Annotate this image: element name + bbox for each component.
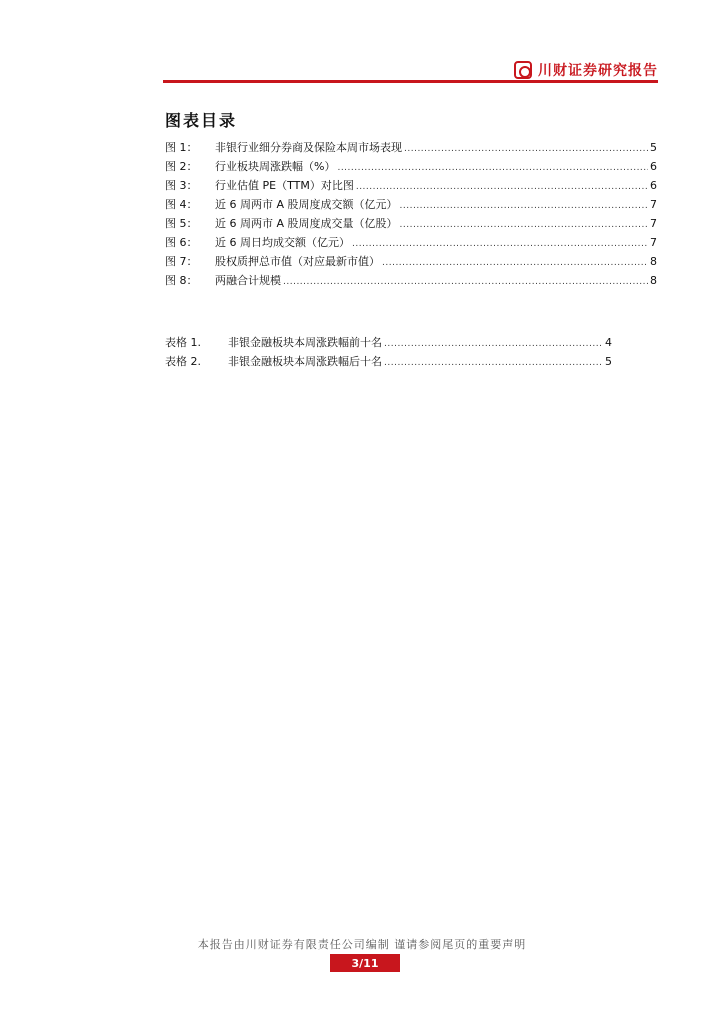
footer-disclaimer: 本报告由川财证券有限责任公司编制 谨请参阅尾页的重要声明: [197, 938, 527, 951]
figure-label: 图 4：: [165, 198, 198, 211]
dot-leader: [384, 358, 603, 368]
header-divider: [163, 80, 658, 83]
dot-leader: [384, 339, 603, 349]
table-title: 非银金融板块本周涨跌幅后十名: [228, 355, 382, 368]
figure-entry[interactable]: [165, 215, 657, 234]
page-number: 3/11: [330, 954, 400, 972]
figure-page: 7: [650, 198, 657, 211]
figure-page: 7: [650, 236, 657, 249]
figure-page: 6: [650, 160, 657, 173]
figure-label: 图 1：: [165, 141, 198, 154]
figure-entry[interactable]: [165, 234, 657, 253]
chuancai-logo-icon: [514, 61, 532, 79]
toc-title: 图表目录: [165, 111, 238, 130]
dot-leader: [337, 163, 648, 173]
table-label: 表格 2.: [165, 355, 201, 368]
table-label: 表格 1.: [165, 336, 201, 349]
dot-leader: [404, 144, 648, 154]
figure-entry[interactable]: [165, 139, 657, 158]
figure-page: 8: [650, 255, 657, 268]
figure-entry[interactable]: [165, 272, 657, 291]
dot-leader: [400, 201, 648, 211]
dot-leader: [400, 220, 648, 230]
brand-name: 川财证券研究报告: [538, 63, 658, 79]
figure-label: 图 2：: [165, 160, 198, 173]
figure-entry[interactable]: [165, 177, 657, 196]
figure-title: 股权质押总市值（对应最新市值）: [215, 255, 380, 268]
figure-page: 8: [650, 274, 657, 287]
brand-logo: [514, 59, 658, 81]
figure-entry[interactable]: [165, 158, 657, 177]
table-page: 4: [605, 336, 612, 349]
dot-leader: [283, 277, 648, 287]
figure-list: [165, 139, 657, 291]
table-entry[interactable]: [165, 334, 612, 353]
table-title: 非银金融板块本周涨跌幅前十名: [228, 336, 382, 349]
figure-title: 行业估值 PE（TTM）对比图: [215, 179, 354, 192]
figure-page: 7: [650, 217, 657, 230]
figure-entry[interactable]: [165, 196, 657, 215]
figure-title: 近 6 周两市 A 股周度成交额（亿元）: [215, 198, 398, 211]
figure-label: 图 6：: [165, 236, 198, 249]
figure-title: 行业板块周涨跌幅（%）: [215, 160, 336, 173]
table-page: 5: [605, 355, 612, 368]
figure-label: 图 8：: [165, 274, 198, 287]
figure-entry[interactable]: [165, 253, 657, 272]
figure-title: 近 6 周两市 A 股周度成交量（亿股）: [215, 217, 398, 230]
table-entry[interactable]: [165, 353, 612, 372]
dot-leader: [382, 258, 648, 268]
figure-label: 图 7：: [165, 255, 198, 268]
dot-leader: [352, 239, 648, 249]
figure-label: 图 3：: [165, 179, 198, 192]
figure-title: 非银行业细分券商及保险本周市场表现: [215, 141, 402, 154]
table-list: [165, 334, 612, 372]
figure-label: 图 5：: [165, 217, 198, 230]
figure-page: 6: [650, 179, 657, 192]
figure-title: 近 6 周日均成交额（亿元）: [215, 236, 350, 249]
dot-leader: [356, 182, 648, 192]
figure-title: 两融合计规模: [215, 274, 281, 287]
figure-page: 5: [650, 141, 657, 154]
